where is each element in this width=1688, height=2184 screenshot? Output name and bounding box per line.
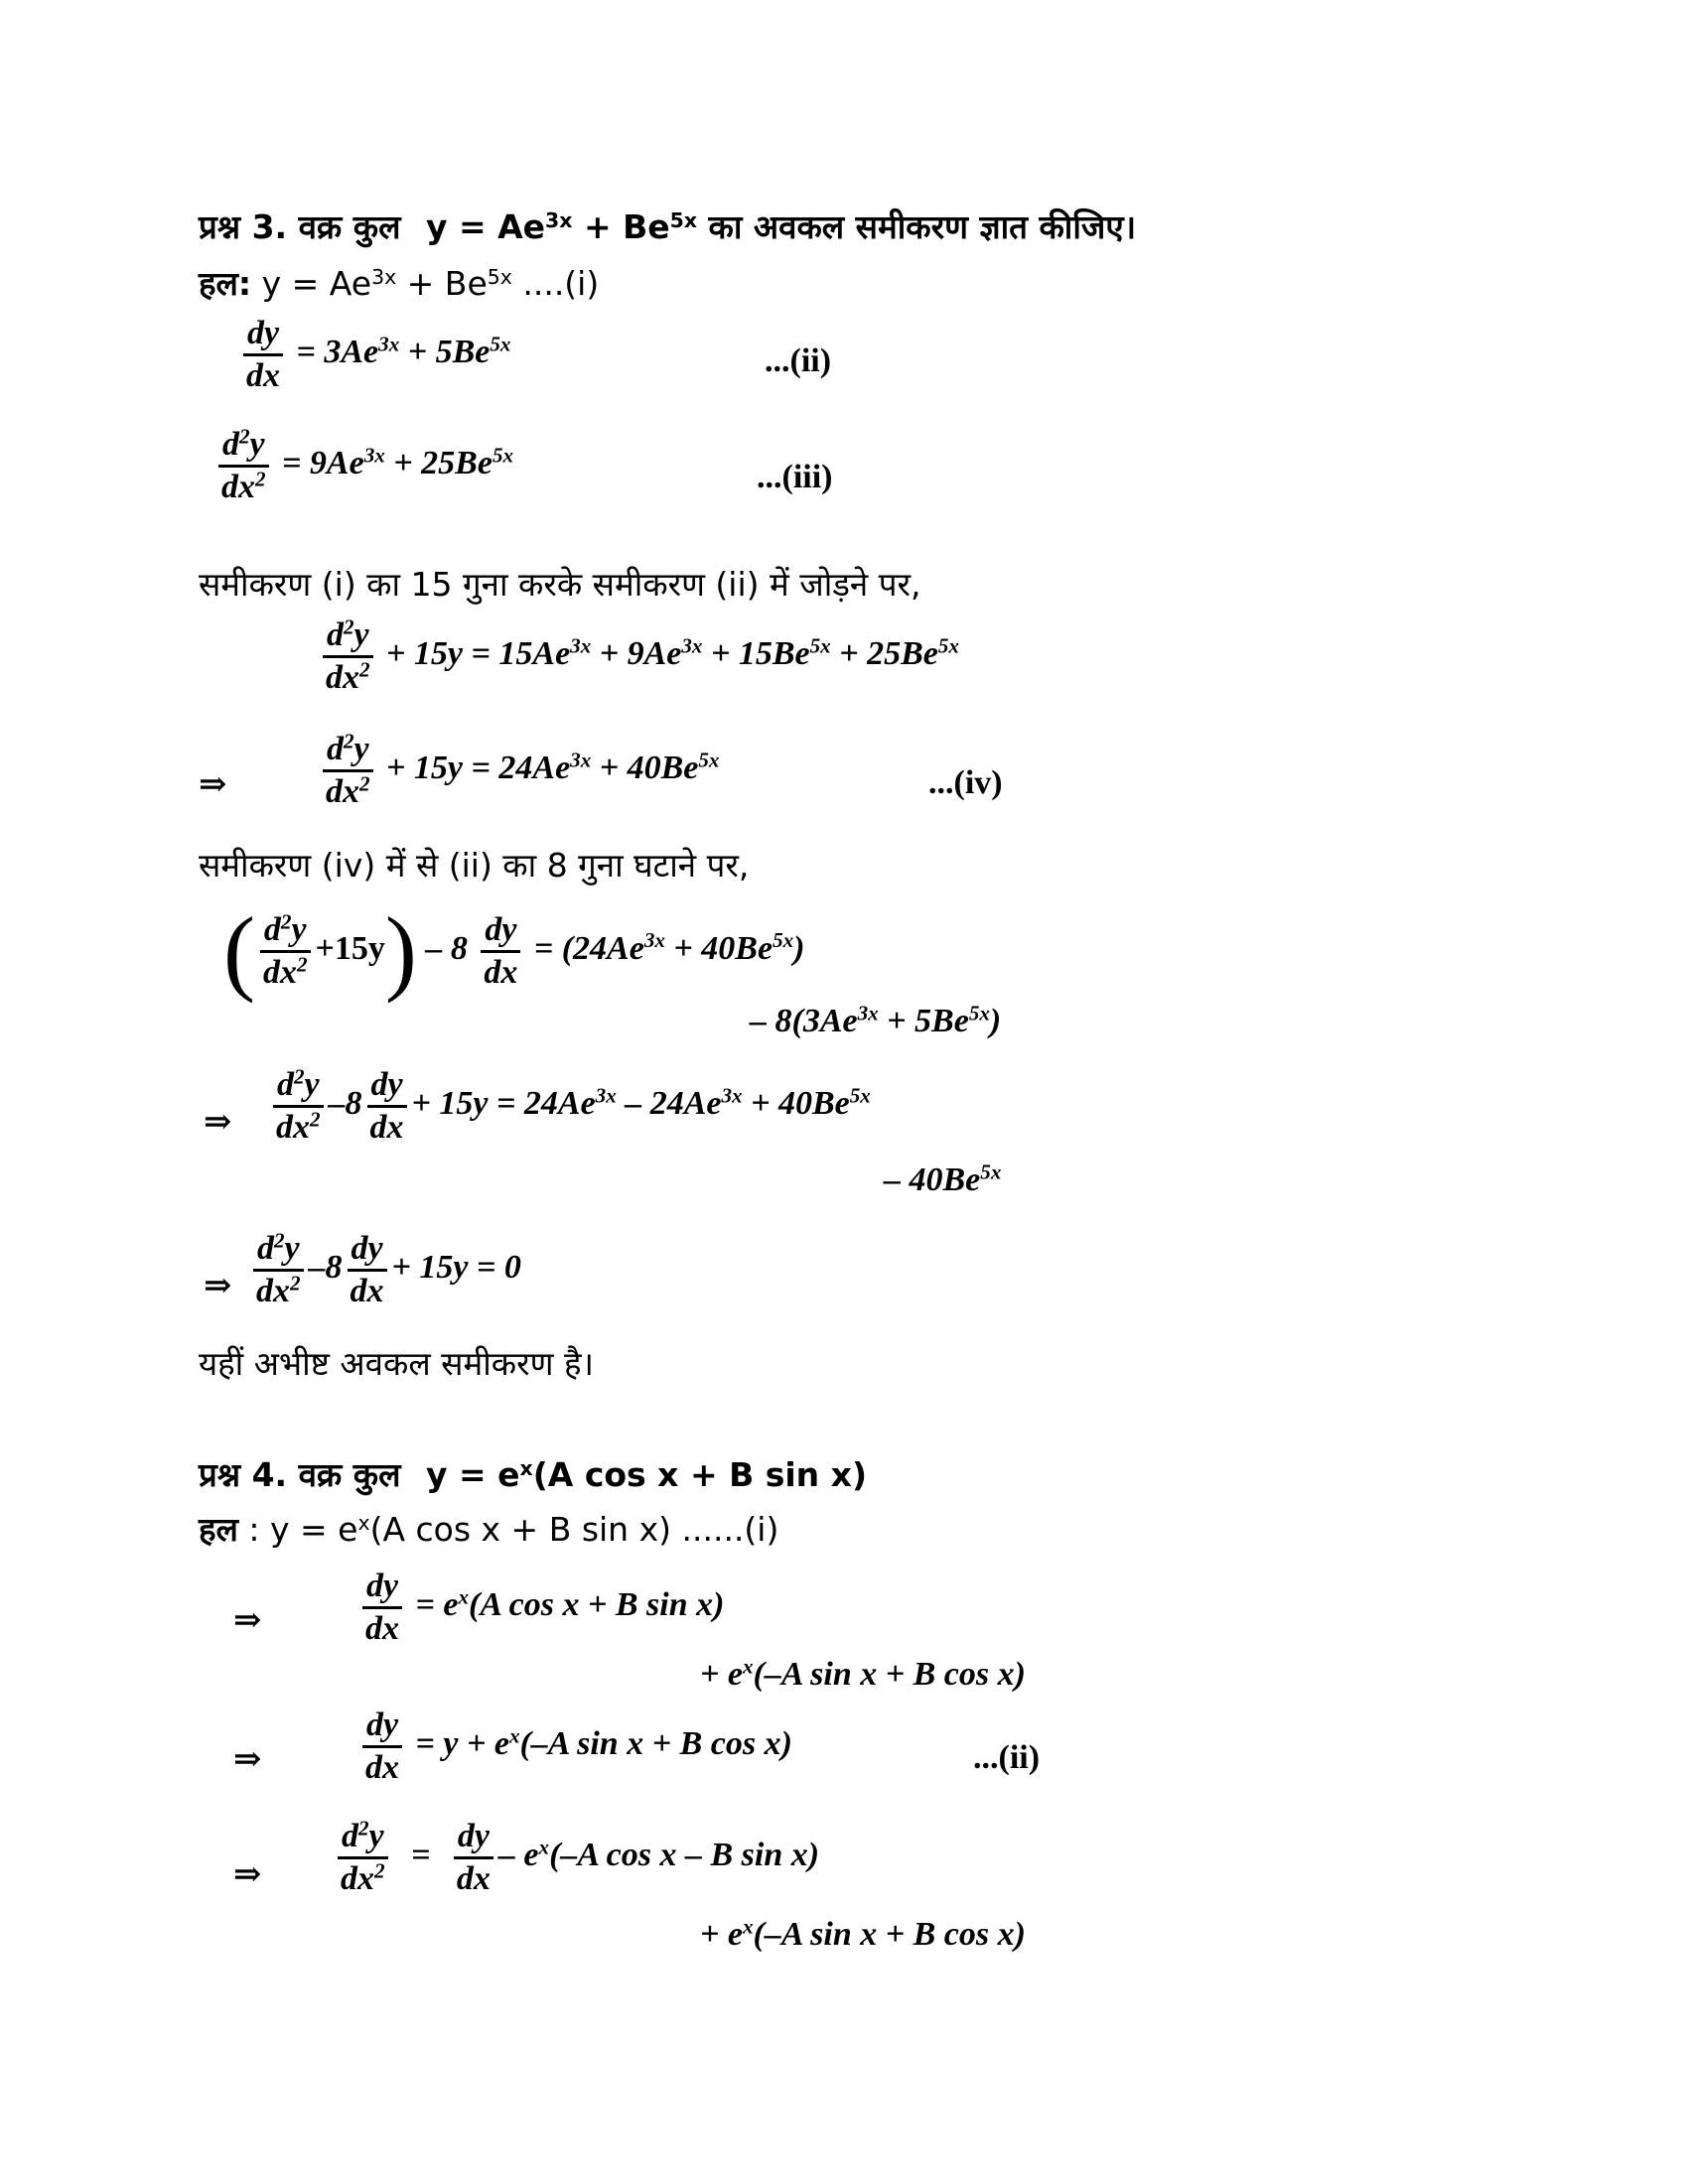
implies-arrow: ⇒: [204, 1268, 232, 1304]
equation-ii: $\frac{dy}{dx}$ = $3Ae^{3x} + 5Be^{5x}$: [238, 316, 510, 393]
implies-arrow: ⇒: [204, 1104, 232, 1141]
solution-line-i: हल: $y = Ae^{3x} + Be^{5x}$ ....(i): [199, 264, 600, 303]
question-4-heading: प्रश्न 4. वक्र कुल $y = e^x(A$ cos x + B sin x): [199, 1455, 868, 1494]
equation-dy-dx-line2: + $e^x(-A$ sin x + B cos x): [700, 1654, 1026, 1693]
question-3-heading: प्रश्न 3. वक्र कुल $y = Ae^{3x} + Be^{5x}$ का अवकल समीकरण ज्ञात कीजिए।: [199, 207, 1137, 246]
implies-arrow: ⇒: [233, 1856, 262, 1893]
equation-iii: $\frac{d^2y}{dx^2}$ = $9Ae^{3x} + 25Be^{5x}$: [213, 427, 513, 504]
equation-tag-ii: ...(ii): [765, 342, 832, 379]
solution-label: हल: [199, 1510, 238, 1549]
equation-tag-iii: ...(iii): [757, 459, 833, 495]
equation-second-derivative: $\frac{d^2y}{dx^2}$ = $\frac{dy}{dx}$ – $e^x(-A$ cos x – B sin x): [333, 1819, 819, 1896]
implies-arrow: ⇒: [199, 766, 227, 803]
equation-final: $\frac{d^2y}{dx^2}$ –8 $\frac{dy}{dx}$ + 15y = 0: [248, 1231, 521, 1308]
solution-line-i: हल : $y = e^x(A$ cos x + B sin x) ......(i): [199, 1510, 779, 1549]
equation-subtract: ( $\frac{d^2y}{dx^2}$ +15y) – 8 $\frac{dy}{dx}$ = $(24Ae^{3x} + 40Be^{5x})$: [223, 897, 805, 1004]
equation-add: $\frac{d^2y}{dx^2}$ + $15y = 15Ae^{3x} + 9Ae^{3x} + 15Be^{5x} + 25Be^{5x}$: [318, 617, 959, 695]
equation-ii: $\frac{dy}{dx}$ = $y + e^x(-A$ sin x + B cos x): [357, 1707, 792, 1785]
fraction-d2y-dx2: $\frac{d^2y}{dx^2}$: [217, 427, 270, 504]
equation-subtract-line2: – $8(3Ae^{3x} + 5Be^{5x})$: [750, 1001, 1002, 1039]
equation-tag-ii: ...(ii): [973, 1739, 1041, 1776]
instruction-text-2: समीकरण (iv) में से (ii) का 8 गुना घटाने पर,: [199, 846, 750, 885]
equation-iv: $\frac{d^2y}{dx^2}$ + $15y = 24Ae^{3x} + 40Be^{5x}$: [318, 732, 719, 809]
conclusion-text: यहीं अभीष्ट अवकल समीकरण है।: [199, 1344, 594, 1383]
implies-arrow: ⇒: [233, 1741, 262, 1778]
fraction-dy-dx: $\frac{dy}{dx}$: [242, 316, 284, 393]
equation-dy-dx: $\frac{dy}{dx}$ = $e^x(A$ cos x + B sin x): [357, 1569, 724, 1646]
instruction-text-1: समीकरण (i) का 15 गुना करके समीकरण (ii) में जोड़ने पर,: [199, 565, 921, 604]
implies-arrow: ⇒: [233, 1602, 262, 1639]
equation-tag-iv: ...(iv): [928, 764, 1003, 801]
equation-simplified-line2: – $40Be^{5x}$: [884, 1160, 1002, 1198]
equation-second-derivative-line2: + $e^x(-A$ sin x + B cos x): [700, 1914, 1026, 1953]
equation-simplified: $\frac{d^2y}{dx^2}$ –8 $\frac{dy}{dx}$ + $15y = 24Ae^{3x} - 24Ae^{3x} + 40Be^{5x}$: [268, 1067, 871, 1145]
solution-label: हल:: [199, 264, 252, 303]
